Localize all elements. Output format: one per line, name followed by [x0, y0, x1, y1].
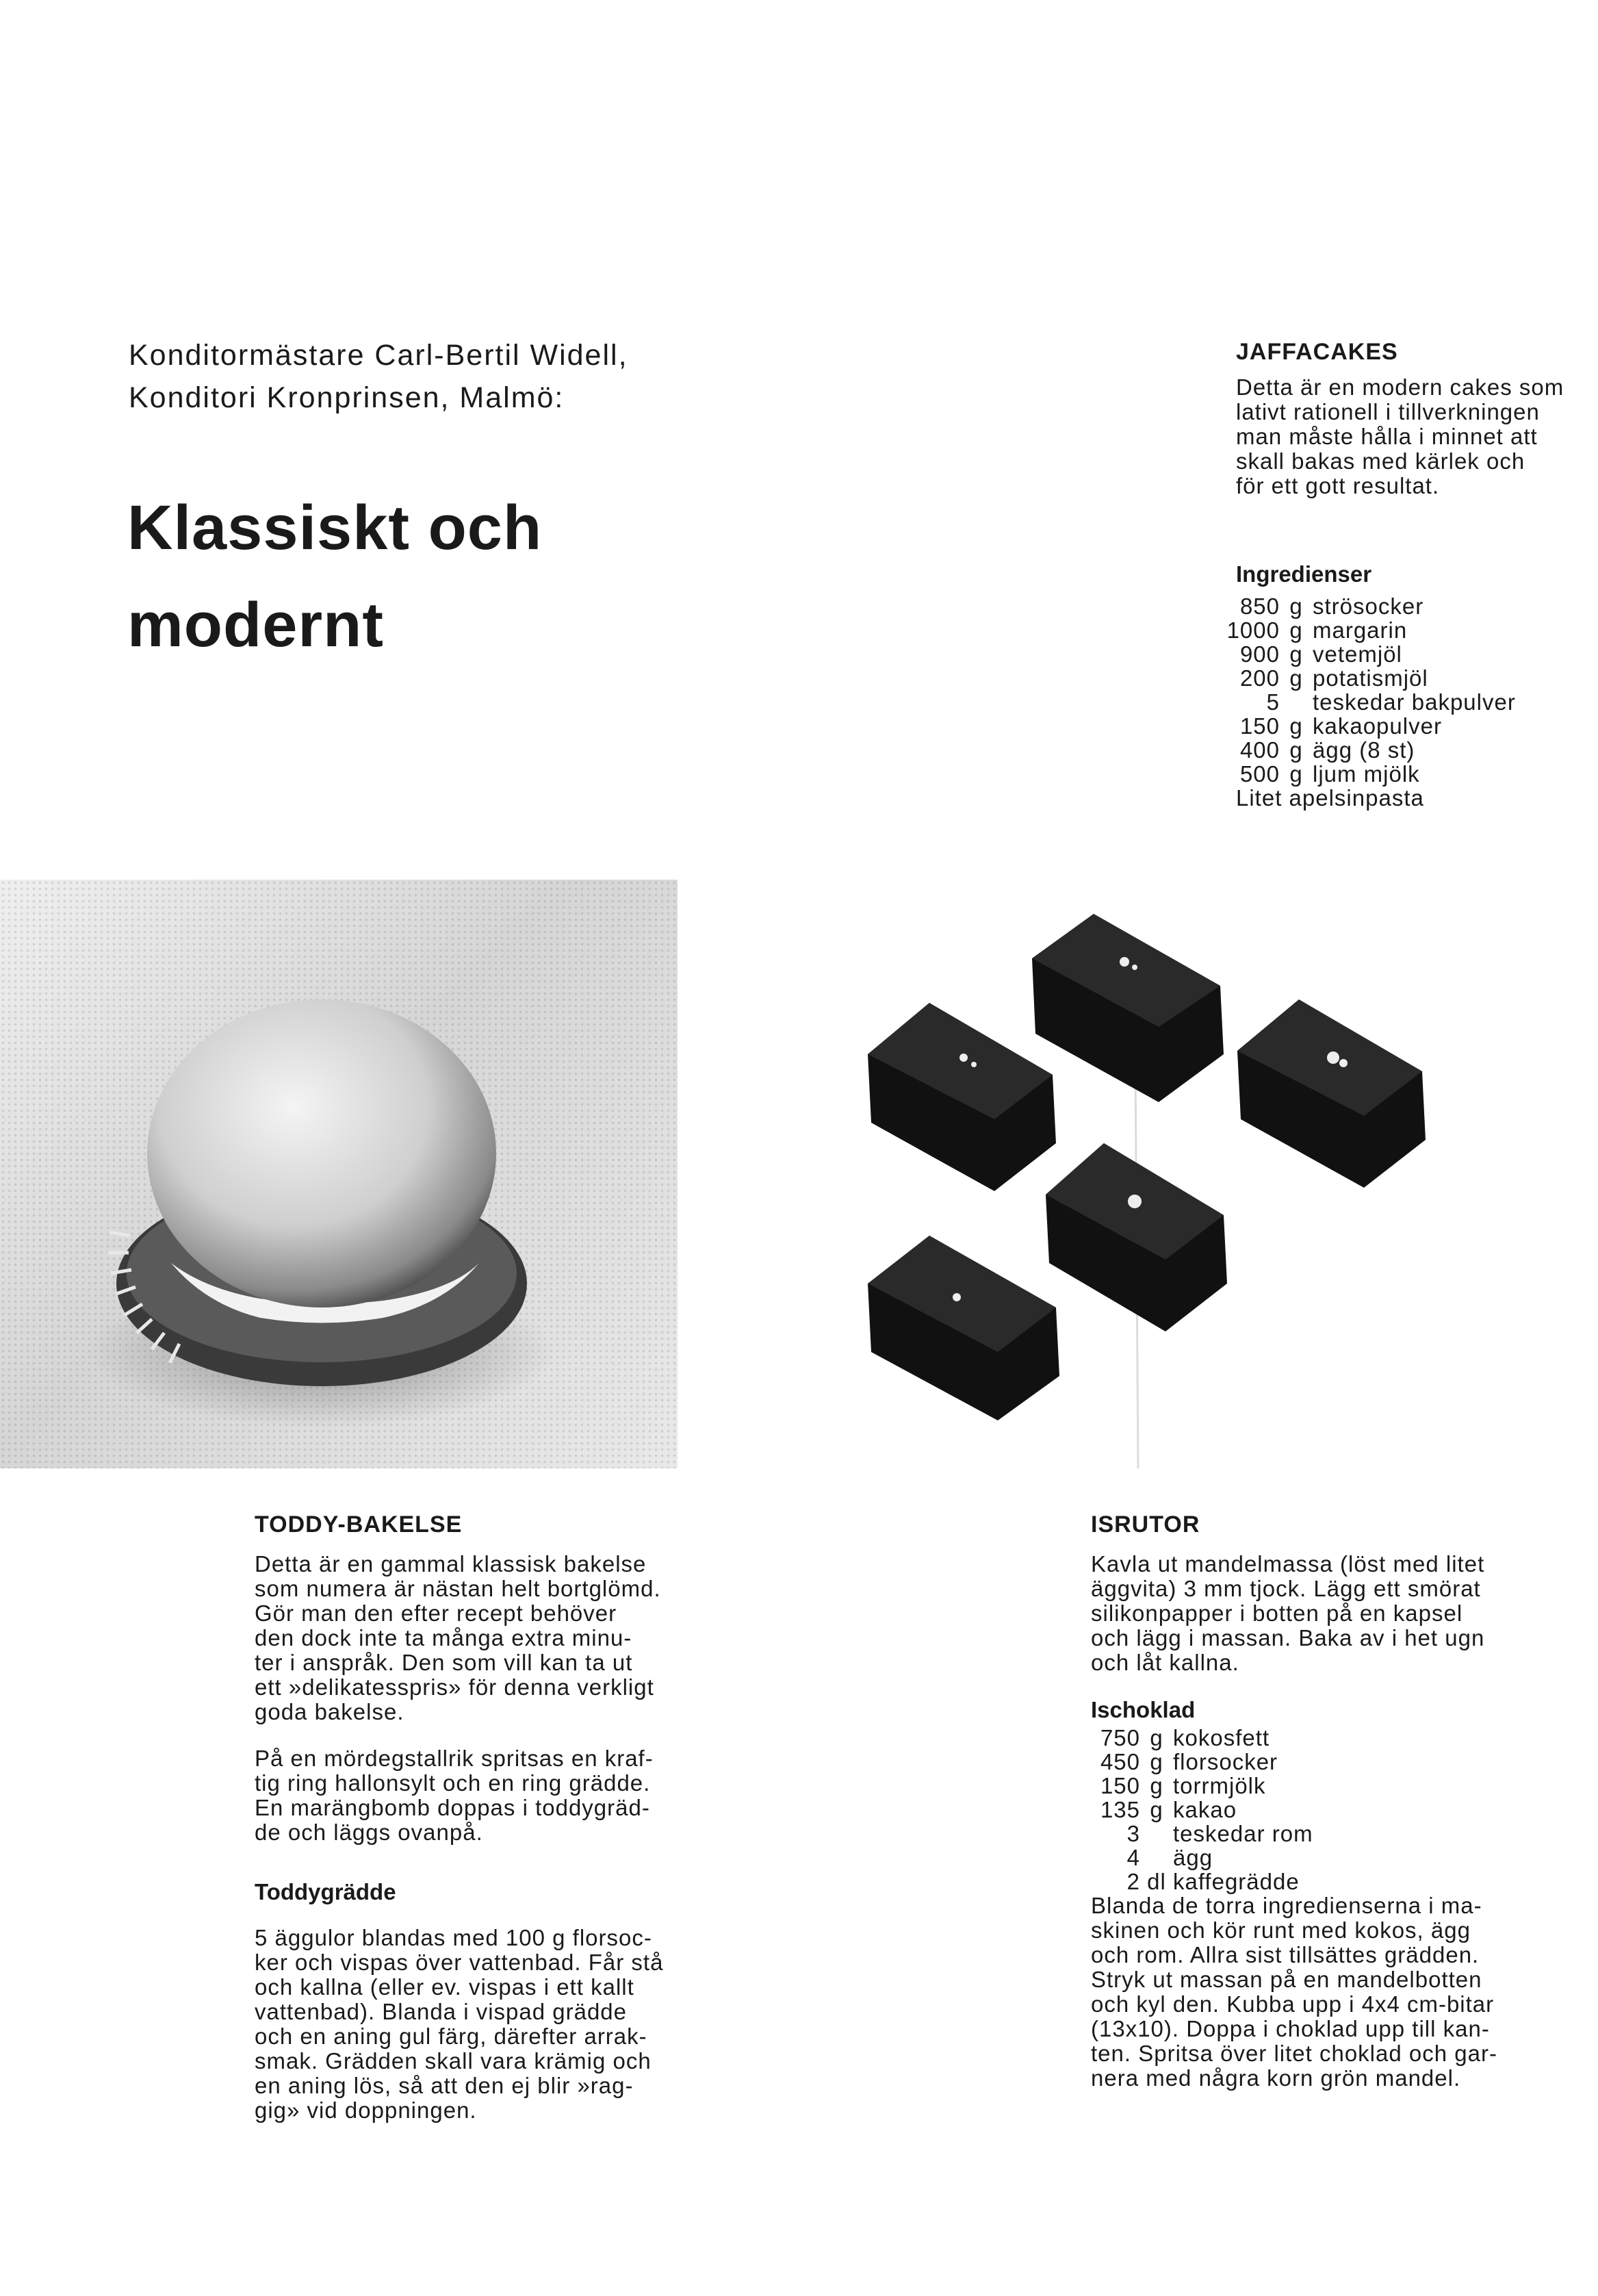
text-line: Detta är en modern cakes som: [1236, 374, 1564, 400]
text-line: för ett gott resultat.: [1236, 473, 1440, 498]
text-line: den dock inte ta många extra minu-: [255, 1625, 632, 1650]
toddy-bakelse-illustration: [0, 880, 678, 1468]
ingredient-row: 400 g ägg (8 st): [1239, 737, 1415, 763]
toddy-paragraph-1: [255, 1552, 693, 1724]
chocolate-square: [868, 1236, 1059, 1420]
chocolate-square: [1046, 1143, 1227, 1331]
text-line: ett »delikatesspris» för denna verkligt: [255, 1674, 654, 1700]
ingredient-row: 500 g ljum mjölk: [1239, 761, 1420, 787]
chocolate-square: [868, 1003, 1056, 1191]
text-line: de och läggs ovanpå.: [255, 1820, 483, 1845]
text-line: silikonpapper i botten på en kapsel: [1091, 1600, 1463, 1626]
isrutor-section: [1091, 1511, 1529, 2091]
text-line: och rom. Allra sist tillsättes grädden.: [1091, 1942, 1480, 1967]
jaffacakes-intro: [1236, 375, 1598, 498]
toddy-title: TODDY-BAKELSE: [255, 1511, 463, 1538]
jaffacakes-title: JAFFACAKES: [1236, 339, 1398, 365]
text-line: äggvita) 3 mm tjock. Lägg ett smörat: [1091, 1576, 1481, 1601]
isrutor-title: ISRUTOR: [1091, 1511, 1200, 1538]
ingredient-row: 1000 g margarin: [1226, 617, 1408, 643]
text-line: skinen och kör runt med kokos, ägg: [1091, 1917, 1471, 1943]
text-line: nera med några korn grön mandel.: [1091, 2065, 1461, 2091]
text-line: en aning lös, så att den ej blir »rag-: [255, 2073, 634, 2098]
ingredient-row: 150 g kakaopulver: [1239, 713, 1442, 739]
text-line: lativt rationell i tillverkningen: [1236, 399, 1540, 424]
text-line: som numera är nästan helt bortglömd.: [255, 1576, 661, 1601]
toddygradde-title: Toddygrädde: [255, 1879, 396, 1904]
text-line: skall bakas med kärlek och: [1236, 448, 1525, 474]
isrutor-illustration: [820, 880, 1598, 1468]
jaffacakes-ingredient-last: Litet apelsinpasta: [1236, 785, 1424, 811]
isrutor-paragraph-2: [1091, 1893, 1529, 2091]
text-line: Gör man den efter recept behöver: [255, 1600, 617, 1626]
jaffacakes-ingredient-list: [1226, 594, 1598, 786]
text-line: Kavla ut mandelmassa (löst med litet: [1091, 1551, 1485, 1577]
ischoklad-ingredient-list: [1087, 1726, 1529, 1893]
meringue-bomb: [147, 999, 496, 1308]
page-title-line-2: modernt: [127, 590, 384, 660]
toddy-bakelse-photo: [0, 880, 678, 1468]
text-line: ten. Spritsa över litet choklad och gar-: [1091, 2041, 1497, 2066]
text-line: och lägg i massan. Baka av i het ugn: [1091, 1625, 1485, 1650]
jaffacakes-ingredients-title: Ingredienser: [1236, 561, 1372, 587]
ingredient-row: 900 g vetemjöl: [1239, 641, 1402, 667]
text-line: gig» vid doppningen.: [255, 2097, 477, 2123]
text-line: Stryk ut massan på en mandelbotten: [1091, 1967, 1482, 1992]
text-line: vattenbad). Blanda i vispad grädde: [255, 1999, 628, 2024]
page-title-line-1: Klassiskt och: [127, 493, 543, 563]
text-line: Detta är en gammal klassisk bakelse: [255, 1551, 647, 1577]
text-line: På en mördegstallrik spritsas en kraf-: [255, 1746, 654, 1771]
ingredient-row: 2 dl kaffegrädde: [1126, 1869, 1300, 1894]
text-line: ter i anspråk. Den som vill kan ta ut: [255, 1650, 633, 1675]
ingredient-row: 3 teskedar rom: [1126, 1821, 1313, 1846]
page-title: [127, 479, 542, 674]
text-line: och kallna (eller ev. vispas i ett kallt: [255, 1974, 634, 2000]
ingredient-row: 750 g kokosfett: [1100, 1725, 1270, 1750]
byline-line-1: Konditormästare Carl-Bertil Widell,: [129, 339, 628, 372]
ischoklad-title: Ischoklad: [1091, 1697, 1196, 1722]
text-line: ker och vispas över vattenbad. Får stå: [255, 1950, 664, 1975]
isrutor-paragraph-1: [1091, 1552, 1529, 1675]
toddy-paragraph-3: [255, 1926, 693, 2123]
ingredient-row: 135 g kakao: [1100, 1797, 1237, 1822]
byline-line-2: Konditori Kronprinsen, Malmö:: [129, 381, 565, 414]
text-line: och låt kallna.: [1091, 1650, 1239, 1675]
ingredient-row: 5 teskedar bakpulver: [1266, 689, 1516, 715]
ingredient-row: 4 ägg: [1126, 1845, 1213, 1870]
text-line: man måste hålla i minnet att: [1236, 424, 1538, 449]
toddy-section: [255, 1511, 693, 2123]
byline: [129, 334, 628, 419]
ingredient-row: 450 g florsocker: [1100, 1749, 1278, 1774]
text-line: och en aning gul färg, därefter arrak-: [255, 2024, 647, 2049]
ingredient-row: 150 g torrmjölk: [1100, 1773, 1266, 1798]
text-line: smak. Grädden skall vara krämig och: [255, 2048, 652, 2074]
jaffacakes-section: [1226, 339, 1598, 811]
text-line: och kyl den. Kubba upp i 4x4 cm-bitar: [1091, 1991, 1495, 2017]
isrutor-photo: [820, 880, 1598, 1468]
text-line: goda bakelse.: [255, 1699, 404, 1724]
ingredient-row: 850 g strösocker: [1239, 594, 1424, 619]
toddy-paragraph-2: [255, 1746, 693, 1845]
text-line: tig ring hallonsylt och en ring grädde.: [255, 1770, 651, 1796]
ingredient-row: 200 g potatismjöl: [1239, 665, 1428, 691]
chocolate-square: [1237, 999, 1426, 1188]
text-line: 5 äggulor blandas med 100 g florsoc-: [255, 1925, 652, 1950]
text-line: En marängbomb doppas i toddygräd-: [255, 1795, 650, 1820]
chocolate-square: [1032, 914, 1224, 1102]
text-line: (13x10). Doppa i choklad upp till kan-: [1091, 2016, 1490, 2041]
text-line: Blanda de torra ingredienserna i ma-: [1091, 1893, 1482, 1918]
